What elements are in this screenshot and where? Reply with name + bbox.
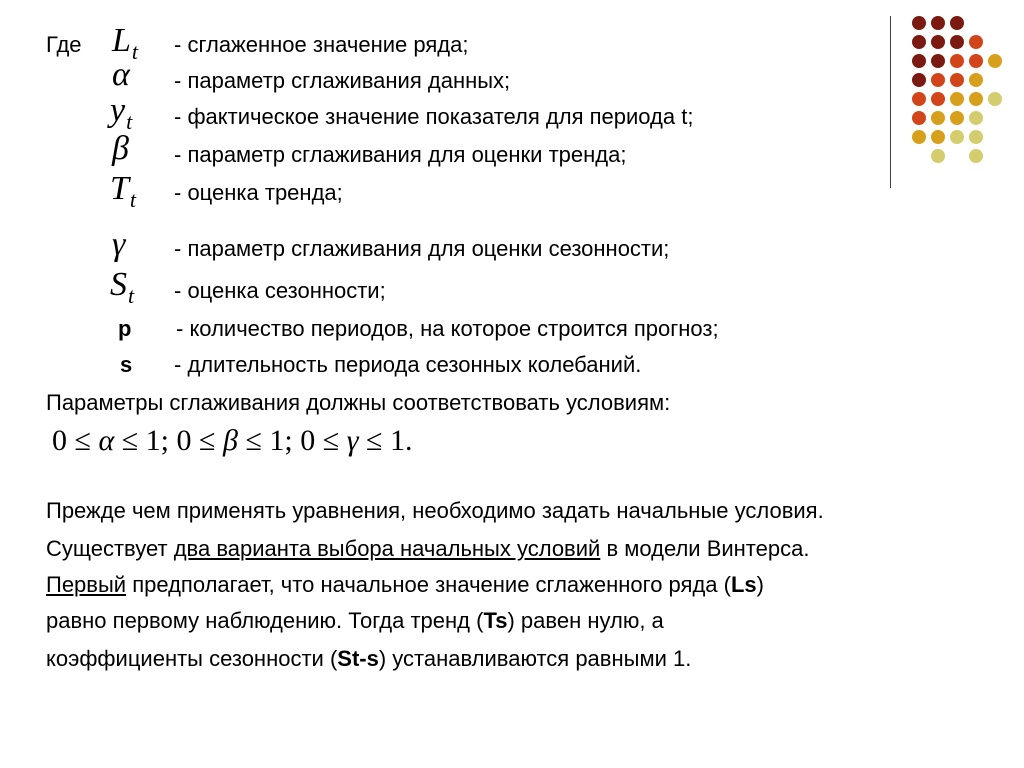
definition-desc: - фактическое значение показателя для периода t;: [174, 104, 694, 129]
decor-dot: [912, 130, 926, 144]
where-label: Где: [46, 32, 82, 57]
decor-dot: [931, 111, 945, 125]
text-run: ) равен нулю, а: [507, 608, 664, 633]
definition-desc: - количество периодов, на которое строится прогноз;: [176, 316, 719, 341]
decor-dot: [931, 92, 945, 106]
symbol-s: s: [120, 352, 133, 377]
symbol-beta: [112, 132, 129, 166]
formula-gamma: γ: [346, 424, 359, 457]
text-run: предполагает, что начальное значение сглаженного ряда (: [126, 572, 731, 597]
decor-dot: [931, 16, 945, 30]
decor-dot: [931, 149, 945, 163]
decor-dot: [931, 35, 945, 49]
decor-dot: [912, 35, 926, 49]
st-s-term: St-s: [337, 646, 379, 671]
decor-dot: [950, 16, 964, 30]
decor-dot: [969, 54, 983, 68]
decor-dot: [969, 73, 983, 87]
decor-dot: [969, 130, 983, 144]
text-run: ) устанавливаются равными 1.: [378, 646, 692, 671]
conditions-intro: Параметры сглаживания должны соответствовать условиям:: [46, 390, 671, 415]
decor-dot: [931, 130, 945, 144]
text-run: ): [756, 572, 764, 597]
initial-conditions-variants-link[interactable]: два варианта выбора начальных условий: [173, 536, 601, 561]
decor-dot: [912, 111, 926, 125]
definition-desc: - оценка тренда;: [174, 180, 343, 205]
symbol-main: y: [110, 92, 126, 129]
decor-dot: [931, 54, 945, 68]
symbol-main: γ: [112, 226, 126, 263]
decor-dot: [969, 111, 983, 125]
parameter-constraints-formula: [52, 424, 413, 458]
decor-dot: [931, 73, 945, 87]
definition-desc: - оценка сезонности;: [174, 278, 386, 303]
text-run: в модели Винтерса.: [600, 536, 810, 561]
decor-dot: [988, 54, 1002, 68]
symbol-alpha: [112, 58, 130, 92]
decor-dot: [950, 35, 964, 49]
decor-dot: [950, 111, 964, 125]
decor-dot: [969, 35, 983, 49]
decor-dot: [988, 92, 1002, 106]
decor-dot: [912, 54, 926, 68]
formula-part: ≤ 1.: [358, 424, 413, 457]
definition-desc: - длительность периода сезонных колебаний.: [174, 352, 642, 377]
symbol-subscript: t: [131, 39, 139, 64]
decor-dot: [969, 92, 983, 106]
decor-dot: [950, 54, 964, 68]
paragraph-line: [46, 572, 764, 598]
ts-term: Ts: [483, 608, 508, 633]
symbol-main: S: [110, 266, 127, 303]
symbol-main: β: [112, 130, 129, 167]
symbol-gamma: [112, 228, 125, 262]
decor-dot: [950, 92, 964, 106]
symbol-subscript: t: [128, 283, 135, 308]
symbol-t-t: [110, 172, 136, 217]
formula-part: ≤ 1; 0 ≤: [237, 424, 347, 457]
ls-term: Ls: [730, 572, 757, 597]
symbol-subscript: t: [126, 109, 133, 134]
decor-dot: [950, 73, 964, 87]
symbol-p: p: [118, 316, 132, 341]
paragraph-line: [46, 608, 664, 634]
text-run: коэффициенты сезонности (: [46, 646, 338, 671]
definition-desc: - параметр сглаживания для оценки тренда;: [174, 142, 627, 167]
decor-dot: [912, 16, 926, 30]
paragraph-line: [46, 646, 691, 672]
decor-dot: [912, 92, 926, 106]
decor-dot: [950, 130, 964, 144]
first-variant-link[interactable]: Первый: [46, 572, 127, 597]
definition-desc: - параметр сглаживания данных;: [174, 68, 511, 93]
definition-desc: - параметр сглаживания для оценки сезонности;: [174, 236, 670, 261]
paragraph-line: Прежде чем применять уравнения, необходимо задать начальные условия.: [46, 498, 824, 523]
symbol-subscript: t: [129, 187, 137, 212]
symbol-s-t: [110, 268, 134, 313]
decor-dot: [969, 149, 983, 163]
decorative-divider-line: [890, 16, 891, 188]
paragraph-line: [46, 536, 809, 562]
decor-dot: [912, 73, 926, 87]
symbol-main: T: [110, 170, 129, 207]
formula-beta: β: [222, 424, 238, 457]
text-run: Существует: [46, 536, 174, 561]
symbol-main: α: [112, 56, 130, 93]
formula-part: 0 ≤: [52, 424, 99, 457]
formula-part: ≤ 1; 0 ≤: [114, 424, 223, 457]
text-run: равно первому наблюдению. Тогда тренд (: [46, 608, 484, 633]
definition-desc: - сглаженное значение ряда;: [174, 32, 469, 57]
formula-alpha: α: [98, 424, 115, 457]
symbol-main: L: [112, 22, 131, 59]
